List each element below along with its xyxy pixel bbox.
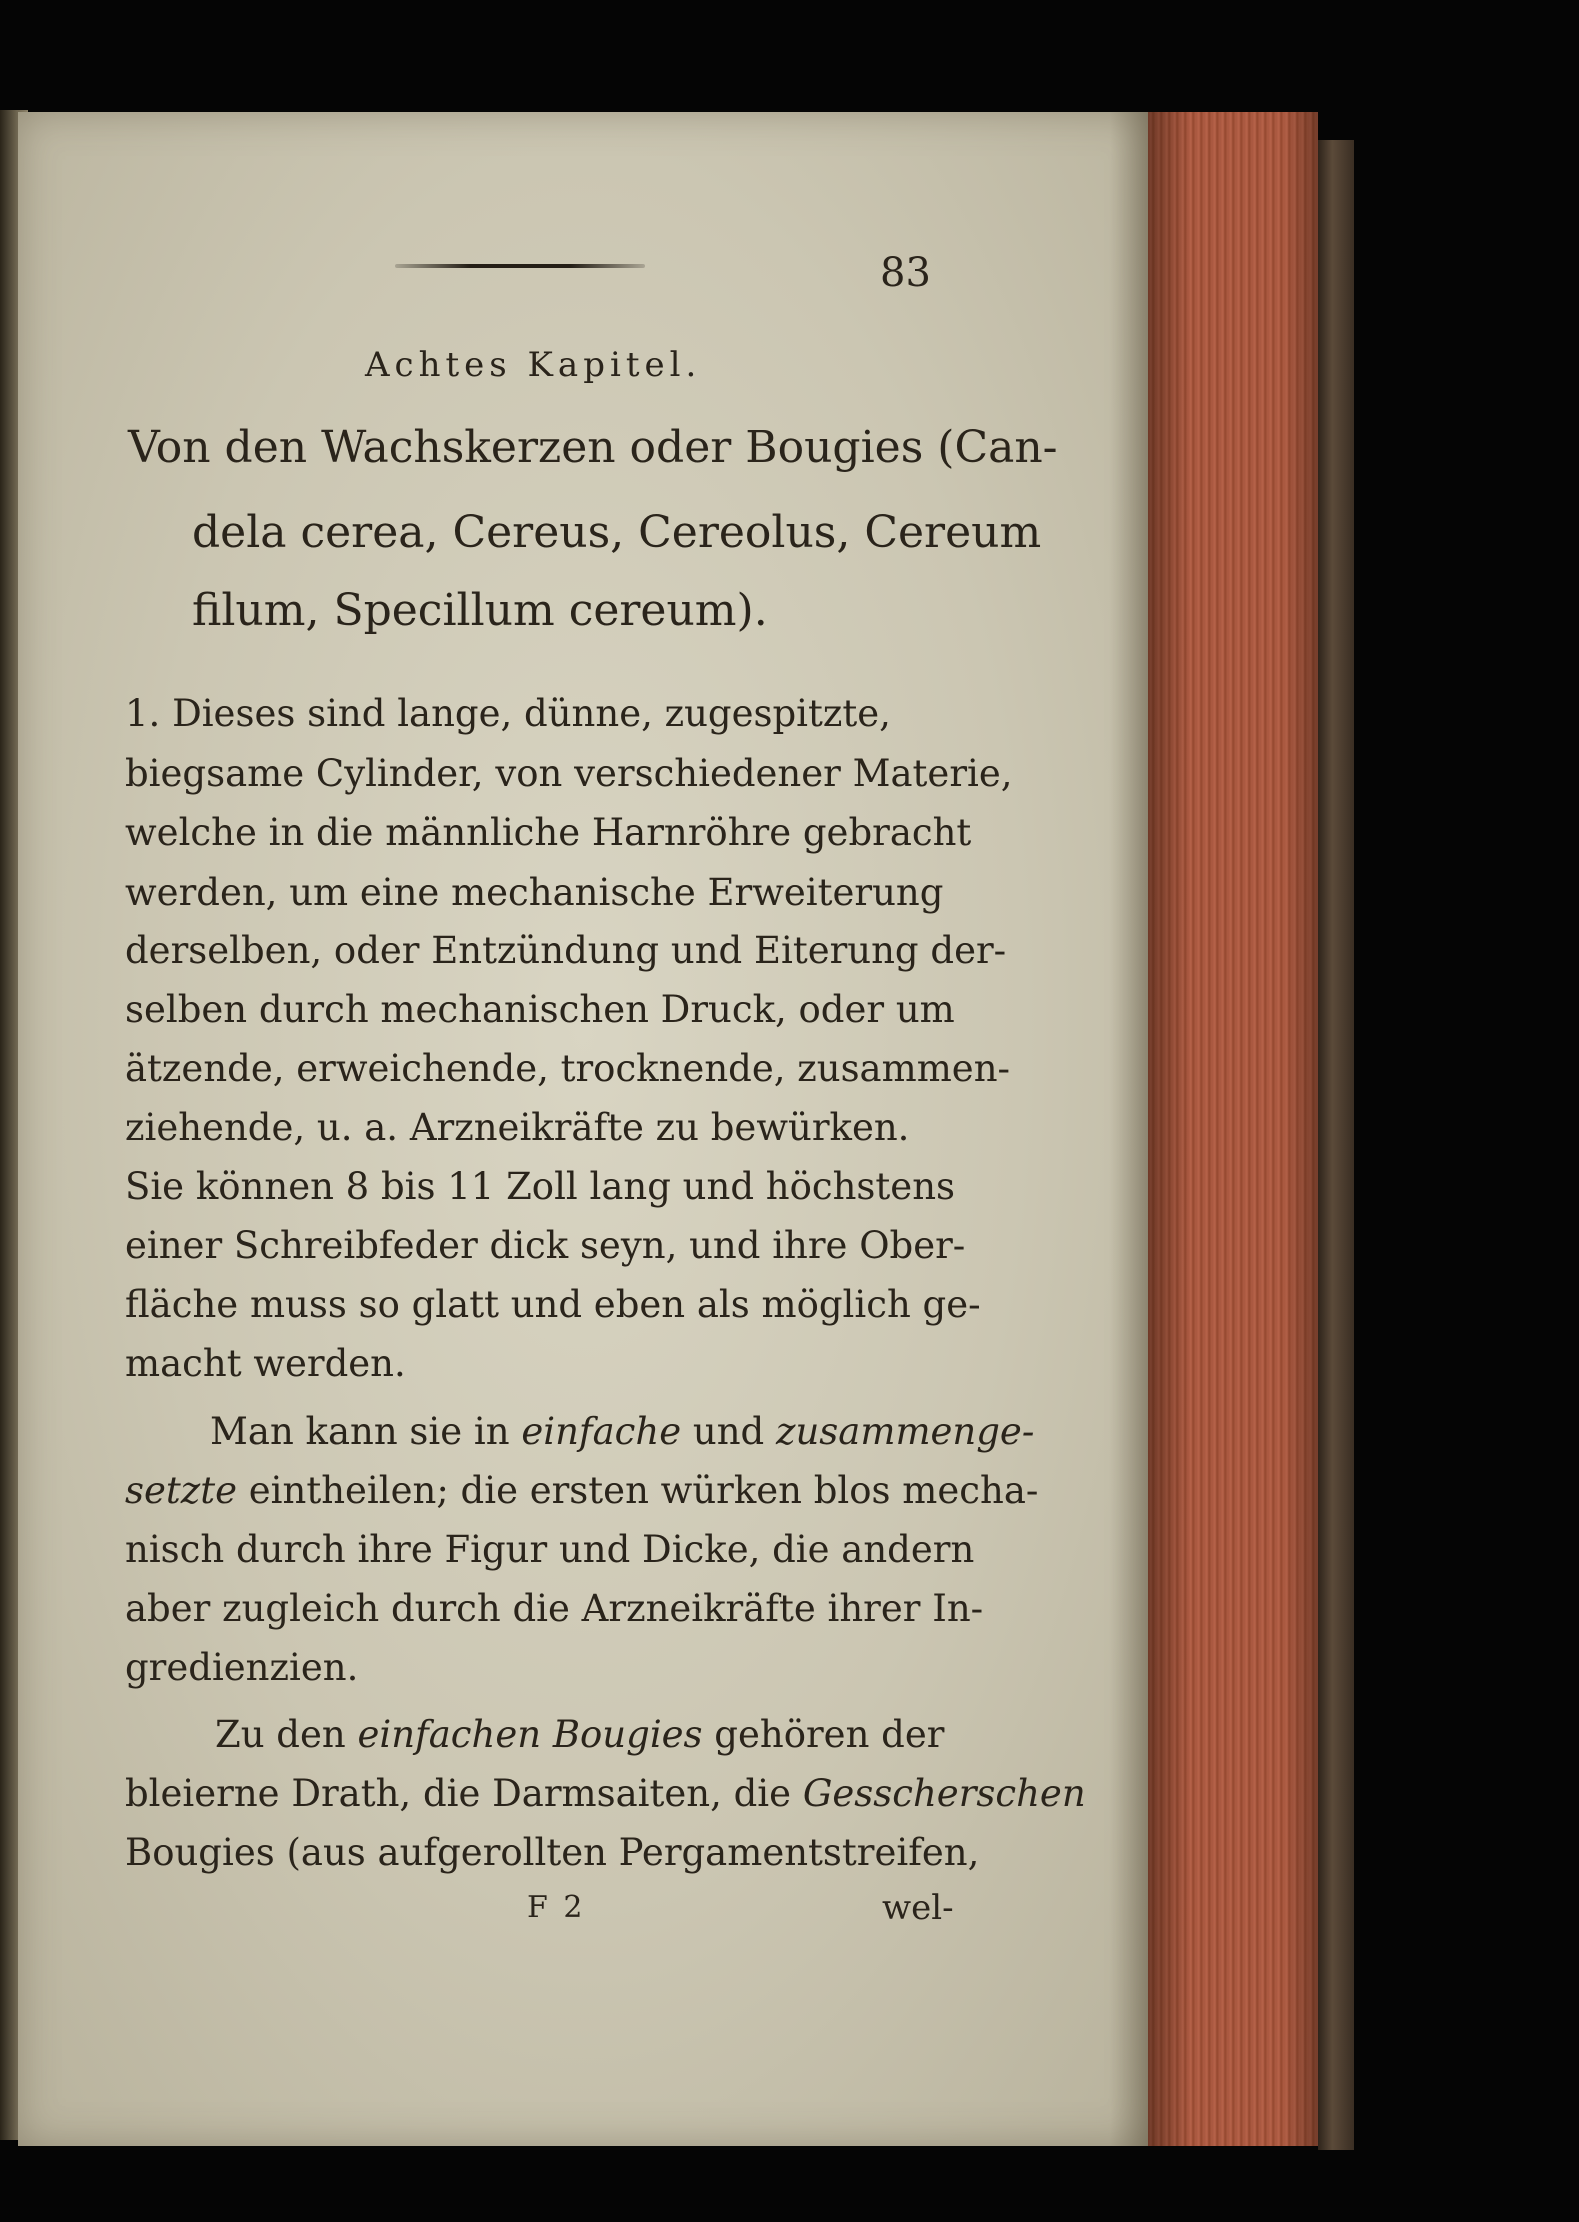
body-line: gredienzien. <box>125 1646 359 1689</box>
body-line: Sie können 8 bis 11 Zoll lang und höchstens <box>125 1165 956 1208</box>
body-line: werden, um eine mechanische Erweiterung <box>125 871 944 914</box>
body-line: aber zugleich durch die Arzneikräfte ihrer In- <box>125 1587 984 1630</box>
para2-text: Man kann sie in <box>210 1410 522 1453</box>
body-line: macht werden. <box>125 1342 406 1385</box>
header-rule <box>395 264 645 268</box>
italic-term: einfache <box>521 1410 682 1453</box>
para3-text: gehören der <box>702 1713 945 1756</box>
para3-text: bleierne Drath, die Darmsaiten, die <box>125 1772 803 1815</box>
body-line: 1. Dieses sind lange, dünne, zugespitzte, <box>125 692 891 735</box>
body-line: einer Schreibfeder dick seyn, und ihre Ober- <box>125 1224 966 1267</box>
para2-text: und <box>681 1410 776 1453</box>
para3-text: Zu den <box>215 1713 358 1756</box>
page-fold-shadow <box>1110 112 1150 2146</box>
title-line-2: dela cerea, Cereus, Cereolus, Cereum <box>192 507 1042 558</box>
title-line-1: Von den Wachskerzen oder Bougies (Can- <box>128 422 1058 473</box>
body-line: selben durch mechanischen Druck, oder um <box>125 988 955 1031</box>
catchword: wel- <box>882 1888 954 1928</box>
body-line: ätzende, erweichende, trocknende, zusammen- <box>125 1047 1011 1090</box>
body-line: ziehende, u. a. Arzneikräfte zu bewürken. <box>125 1106 910 1149</box>
italic-term: zusammenge- <box>775 1410 1035 1453</box>
body-line: Bougies (aus aufgerollten Pergamentstreifen, <box>125 1831 980 1874</box>
title-line-3: filum, Specillum cereum). <box>192 585 768 636</box>
body-line: derselben, oder Entzündung und Eiterung der- <box>125 929 1007 972</box>
book-cover-edge <box>1318 140 1354 2150</box>
body-line: fläche muss so glatt und eben als möglich ge- <box>125 1283 981 1326</box>
body-line: biegsame Cylinder, von verschiedener Materie, <box>125 752 1013 795</box>
para2-line-2 <box>125 1469 1038 1512</box>
italic-term: einfachen Bougies <box>357 1713 703 1756</box>
page-edges-shade <box>1148 112 1318 2146</box>
chapter-heading: Achtes Kapitel. <box>365 345 702 385</box>
italic-term: setzte <box>125 1469 238 1512</box>
signature-mark: F 2 <box>527 1890 586 1925</box>
para3-line-2 <box>125 1772 1086 1815</box>
body-line: welche in die männliche Harnröhre gebracht <box>125 811 972 854</box>
para3-line-1 <box>215 1713 944 1756</box>
italic-term: Gesscherschen <box>802 1772 1086 1815</box>
para2-line-1 <box>210 1410 1034 1453</box>
page-number: 83 <box>880 250 931 296</box>
para2-text: eintheilen; die ersten würken blos mecha- <box>237 1469 1039 1512</box>
body-line: nisch durch ihre Figur und Dicke, die andern <box>125 1528 975 1571</box>
